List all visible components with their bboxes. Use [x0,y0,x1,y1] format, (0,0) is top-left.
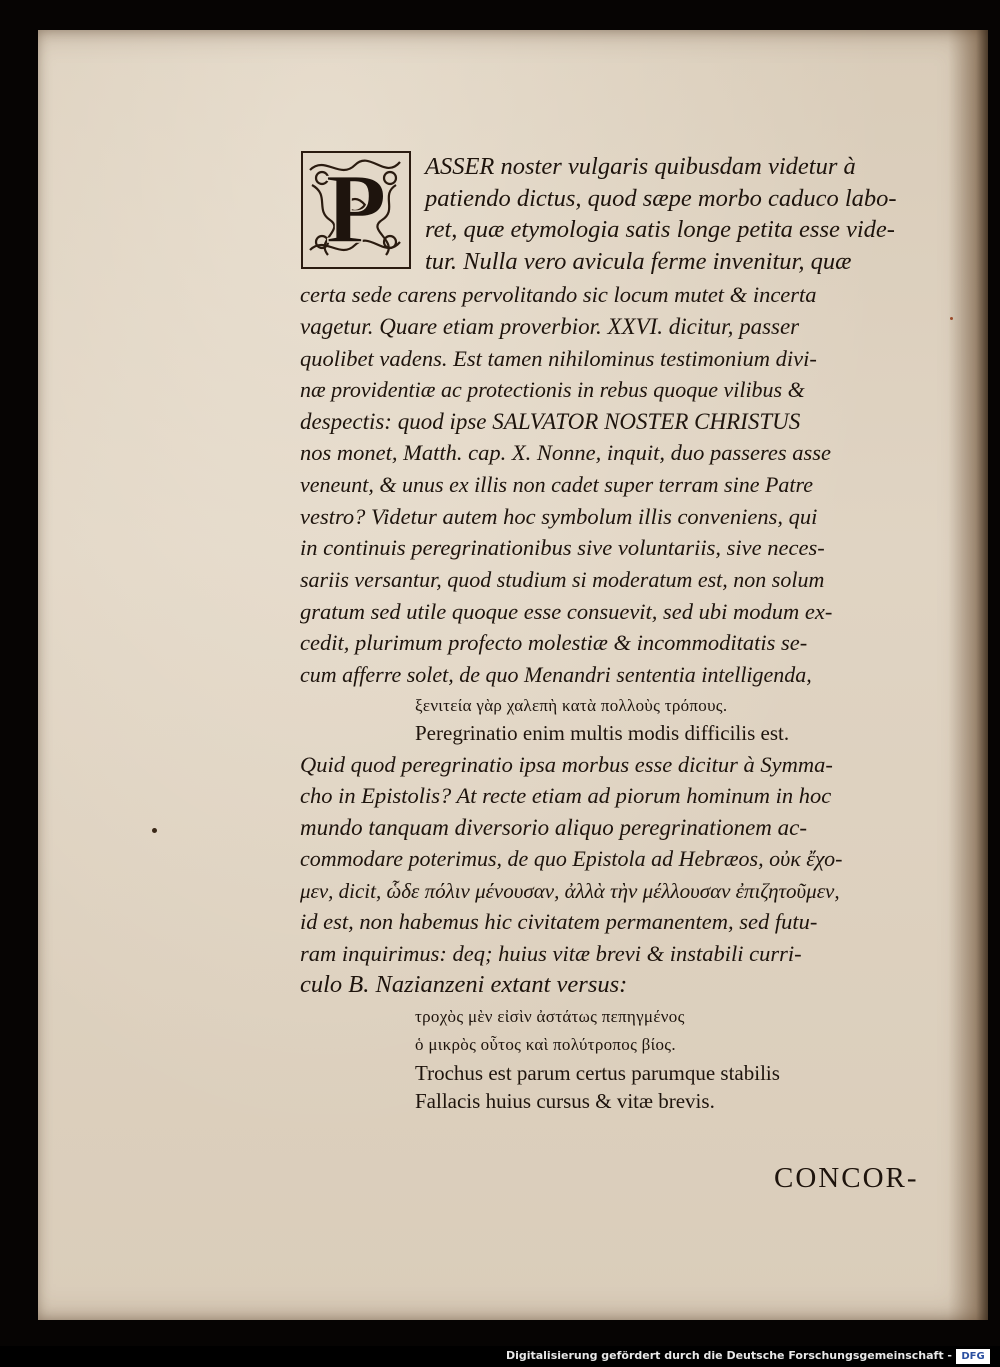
text-line-6: vagetur. Quare etiam proverbior. XXVI. dicitur, passer [300,314,800,339]
text-line-9: despectis: quod ipse SALVATOR NOSTER CHRISTUS [300,409,801,434]
translation-line: Peregrinatio enim multis modis difficilis est. [415,721,790,745]
paper-speck [152,828,157,833]
initial-letter-glyph: P [325,153,387,264]
text-line-25: id est, non habemus hic civitatem permanentem, sed futu- [300,909,818,934]
paper-speck [950,317,953,320]
text-line-8: næ providentiæ ac protectionis in rebus quoque vilibus & [300,377,805,402]
text-line-23: commodare poterimus, de quo Epistola ad Hebræos, οὐκ ἔχο- [300,846,843,871]
text-line-3: ret, quæ etymologia satis longe petita esse vide- [425,216,895,243]
latin-verse-1: Trochus est parum certus parumque stabilis [415,1061,780,1085]
text-line-14: sariis versantur, quod studium si moderatum est, non solum [300,567,825,592]
decorated-initial-p [300,150,412,270]
text-line-1: ASSER noster vulgaris quibusdam videtur à [425,153,856,180]
text-line-26: ram inquirimus: deq; huius vitæ brevi & instabili curri- [300,941,802,966]
text-line-10: nos monet, Matth. cap. X. Nonne, inquit, duo passeres asse [300,440,832,465]
dfg-logo[interactable]: DFG [956,1349,990,1364]
text-line-17: cum afferre solet, de quo Menandri sententia intelligenda, [300,662,812,687]
text-line-11: veneunt, & unus ex illis non cadet super terram sine Patre [300,472,814,497]
text-line-21: cho in Epistolis? At recte etiam ad piorum hominum in hoc [300,783,832,808]
catchword: CONCOR- [774,1162,919,1194]
text-line-5: certa sede carens pervolitando sic locum mutet & incerta [300,282,817,307]
text-line-27: culo B. Nazianzeni extant versus: [300,971,628,998]
text-line-4: tur. Nulla vero avicula ferme invenitur, quæ [425,248,852,275]
latin-verse-2: Fallacis huius cursus & vitæ brevis. [415,1089,715,1113]
text-line-12: vestro? Videtur autem hoc symbolum illis conveniens, qui [300,504,818,529]
greek-verse-2: ὁ μικρὸς οὗτος καὶ πολύτροπος βίος. [415,1035,676,1054]
footer-credit-text: Digitalisierung gefördert durch die Deutsche Forschungsgemeinschaft - [505,1349,952,1362]
text-line-20: Quid quod peregrinatio ipsa morbus esse dicitur à Symma- [300,752,833,777]
text-line-7: quolibet vadens. Est tamen nihilominus testimonium divi- [300,346,817,371]
text-line-15: gratum sed utile quoque esse consuevit, sed ubi modum ex- [300,599,833,624]
greek-verse-1: τροχὸς μὲν εἰσὶν ἀστάτως πεπηγμένος [415,1007,685,1026]
text-line-13: in continuis peregrinationibus sive voluntariis, sive neces- [300,535,825,560]
greek-quote-menander: ξενιτεία γὰρ χαλεπὴ κατὰ πολλοὺς τρόπους. [415,696,728,715]
text-line-22: mundo tanquam diversorio aliquo peregrinationem ac- [300,815,808,840]
page-gutter-shadow [948,30,988,1320]
text-line-16: cedit, plurimum profecto molestiæ & incommoditatis se- [300,630,808,655]
text-line-2: patiendo dictus, quod sæpe morbo caduco labo- [425,185,897,212]
text-line-24: μεν, dicit, ὧδε πόλιν μένουσαν, ἀλλὰ τὴν μέλλουσαν ἐπιζητοῦμεν, [300,879,840,903]
